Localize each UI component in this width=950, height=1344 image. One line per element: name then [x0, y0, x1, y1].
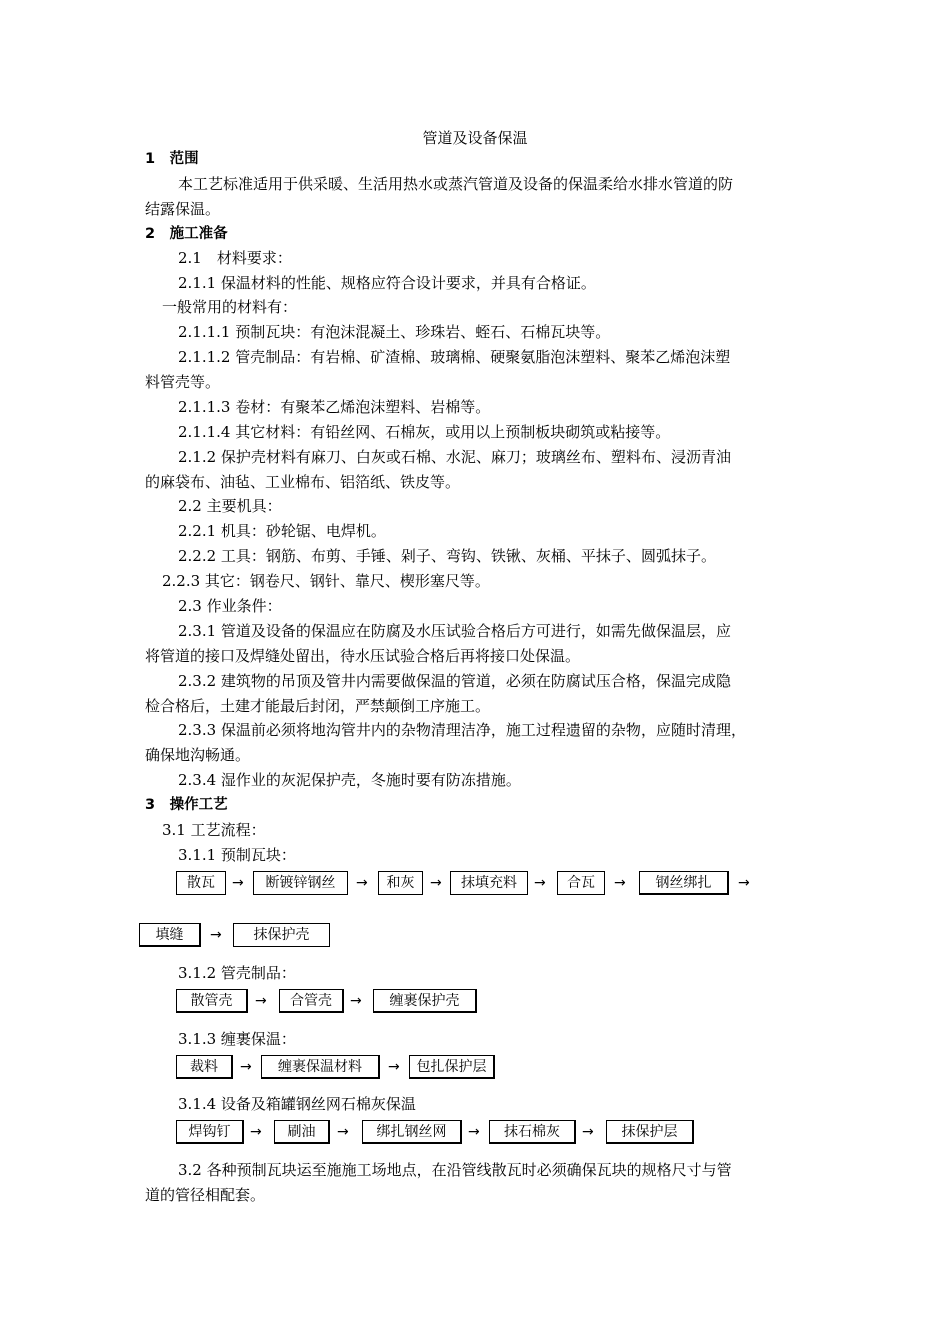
flow-box: 散管壳: [176, 989, 248, 1013]
flow-box: 缠裹保温材料: [261, 1055, 380, 1079]
flow-box: 合瓦: [557, 871, 605, 895]
paragraph-line: 2.1 材料要求：: [178, 249, 292, 267]
paragraph-line: 2.1.1 保温材料的性能、规格应符合设计要求，并具有合格证。: [178, 274, 596, 292]
flow-box: 抹石棉灰: [489, 1120, 576, 1144]
flow-box: 抹保护壳: [233, 923, 330, 947]
paragraph-line: 2.2.3 其它：钢卷尺、钢针、靠尺、楔形塞尺等。: [162, 572, 490, 590]
document-title: 管道及设备保温: [422, 129, 528, 147]
arrow-right-icon: →: [255, 993, 267, 1009]
paragraph-line: 将管道的接口及焊缝处留出，待水压试验合格后再将接口处保温。: [145, 647, 581, 665]
flow-box: 散瓦: [176, 871, 226, 895]
arrow-right-icon: →: [337, 1124, 349, 1140]
paragraph-line: 一般常用的材料有：: [162, 298, 298, 316]
paragraph-line: 2.1.1.3 卷材：有聚苯乙烯泡沫塑料、岩棉等。: [178, 398, 491, 416]
arrow-right-icon: →: [582, 1124, 594, 1140]
flow-box: 裁料: [176, 1055, 233, 1079]
flow-box: 刷油: [274, 1120, 330, 1144]
flow-box: 抹填充料: [450, 871, 528, 895]
paragraph-line: 3.2 各种预制瓦块运至施施工场地点，在沿管线散瓦时必须确保瓦块的规格尺寸与管: [178, 1161, 732, 1179]
paragraph-line: 2.3.3 保温前必须将地沟管井内的杂物清理洁净，施工过程遗留的杂物，应随时清理，: [178, 721, 746, 739]
paragraph-line: 2.3.2 建筑物的吊顶及管井内需要做保温的管道，必须在防腐试压合格，保温完成隐: [178, 672, 731, 690]
flow-box: 包扎保护层: [409, 1055, 495, 1079]
arrow-right-icon: →: [738, 875, 750, 891]
flow-box: 焊钩钉: [176, 1120, 244, 1144]
paragraph-line: 2.3.1 管道及设备的保温应在防腐及水压试验合格后方可进行，如需先做保温层，应: [178, 622, 731, 640]
flow-box: 合管壳: [279, 989, 344, 1013]
paragraph-line: 2.1.1.2 管壳制品：有岩棉、矿渣棉、玻璃棉、硬聚氨脂泡沫塑料、聚苯乙烯泡沫塑: [178, 348, 731, 366]
arrow-right-icon: →: [534, 875, 546, 891]
paragraph-line: 3.1.4 设备及箱罐钢丝网石棉灰保温: [178, 1095, 416, 1113]
paragraph-line: 2.2.2 工具：钢筋、布剪、手锤、剁子、弯钩、铁锹、灰桶、平抹子、圆弧抹子。: [178, 547, 716, 565]
paragraph-line: 的麻袋布、油毡、工业棉布、铝箔纸、铁皮等。: [145, 473, 461, 491]
paragraph-line: 确保地沟畅通。: [145, 746, 251, 764]
flow-box: 断镀锌钢丝: [253, 871, 348, 895]
arrow-right-icon: →: [232, 875, 244, 891]
flow-box: 和灰: [378, 871, 423, 895]
section-1-heading: 1 范围: [145, 151, 199, 167]
paragraph-line: 2.3.4 湿作业的灰泥保护壳，冬施时要有防冻措施。: [178, 771, 521, 789]
section-2-heading: 2 施工准备: [145, 226, 228, 242]
flow-box: 缠裹保护壳: [373, 989, 477, 1013]
arrow-right-icon: →: [356, 875, 368, 891]
paragraph-line: 2.2.1 机具：砂轮锯、电焊机。: [178, 522, 386, 540]
paragraph-line: 料管壳等。: [145, 373, 221, 391]
flow-box: 绑扎钢丝网: [362, 1120, 462, 1144]
arrow-right-icon: →: [240, 1059, 252, 1075]
flow-box: 抹保护层: [606, 1120, 694, 1144]
flow-box: 钢丝绑扎: [639, 871, 729, 895]
arrow-right-icon: →: [210, 927, 222, 943]
paragraph-line: 3.1 工艺流程：: [162, 821, 266, 839]
paragraph-line: 2.1.2 保护壳材料有麻刀、白灰或石棉、水泥、麻刀；玻璃丝布、塑料布、浸沥青油: [178, 448, 731, 466]
paragraph-line: 2.2 主要机具：: [178, 497, 282, 515]
paragraph-line: 道的管径相配套。: [145, 1186, 266, 1204]
paragraph-line: 3.1.1 预制瓦块：: [178, 846, 296, 864]
paragraph-line: 结露保温。: [145, 200, 221, 218]
arrow-right-icon: →: [614, 875, 626, 891]
paragraph-line: 2.3 作业条件：: [178, 597, 282, 615]
paragraph-line: 本工艺标准适用于供采暖、生活用热水或蒸汽管道及设备的保温柔给水排水管道的防: [178, 175, 734, 193]
arrow-right-icon: →: [350, 993, 362, 1009]
arrow-right-icon: →: [430, 875, 442, 891]
paragraph-line: 2.1.1.4 其它材料：有铅丝网、石棉灰，或用以上预制板块砌筑或粘接等。: [178, 423, 671, 441]
section-3-heading: 3 操作工艺: [145, 797, 228, 813]
flow-box: 填缝: [139, 923, 201, 947]
paragraph-line: 检合格后，土建才能最后封闭，严禁颠倒工序施工。: [145, 697, 491, 715]
arrow-right-icon: →: [468, 1124, 480, 1140]
paragraph-line: 3.1.2 管壳制品：: [178, 964, 296, 982]
arrow-right-icon: →: [388, 1059, 400, 1075]
paragraph-line: 2.1.1.1 预制瓦块：有泡沫混凝土、珍珠岩、蛭石、石棉瓦块等。: [178, 323, 611, 341]
paragraph-line: 3.1.3 缠裹保温：: [178, 1030, 296, 1048]
arrow-right-icon: →: [250, 1124, 262, 1140]
